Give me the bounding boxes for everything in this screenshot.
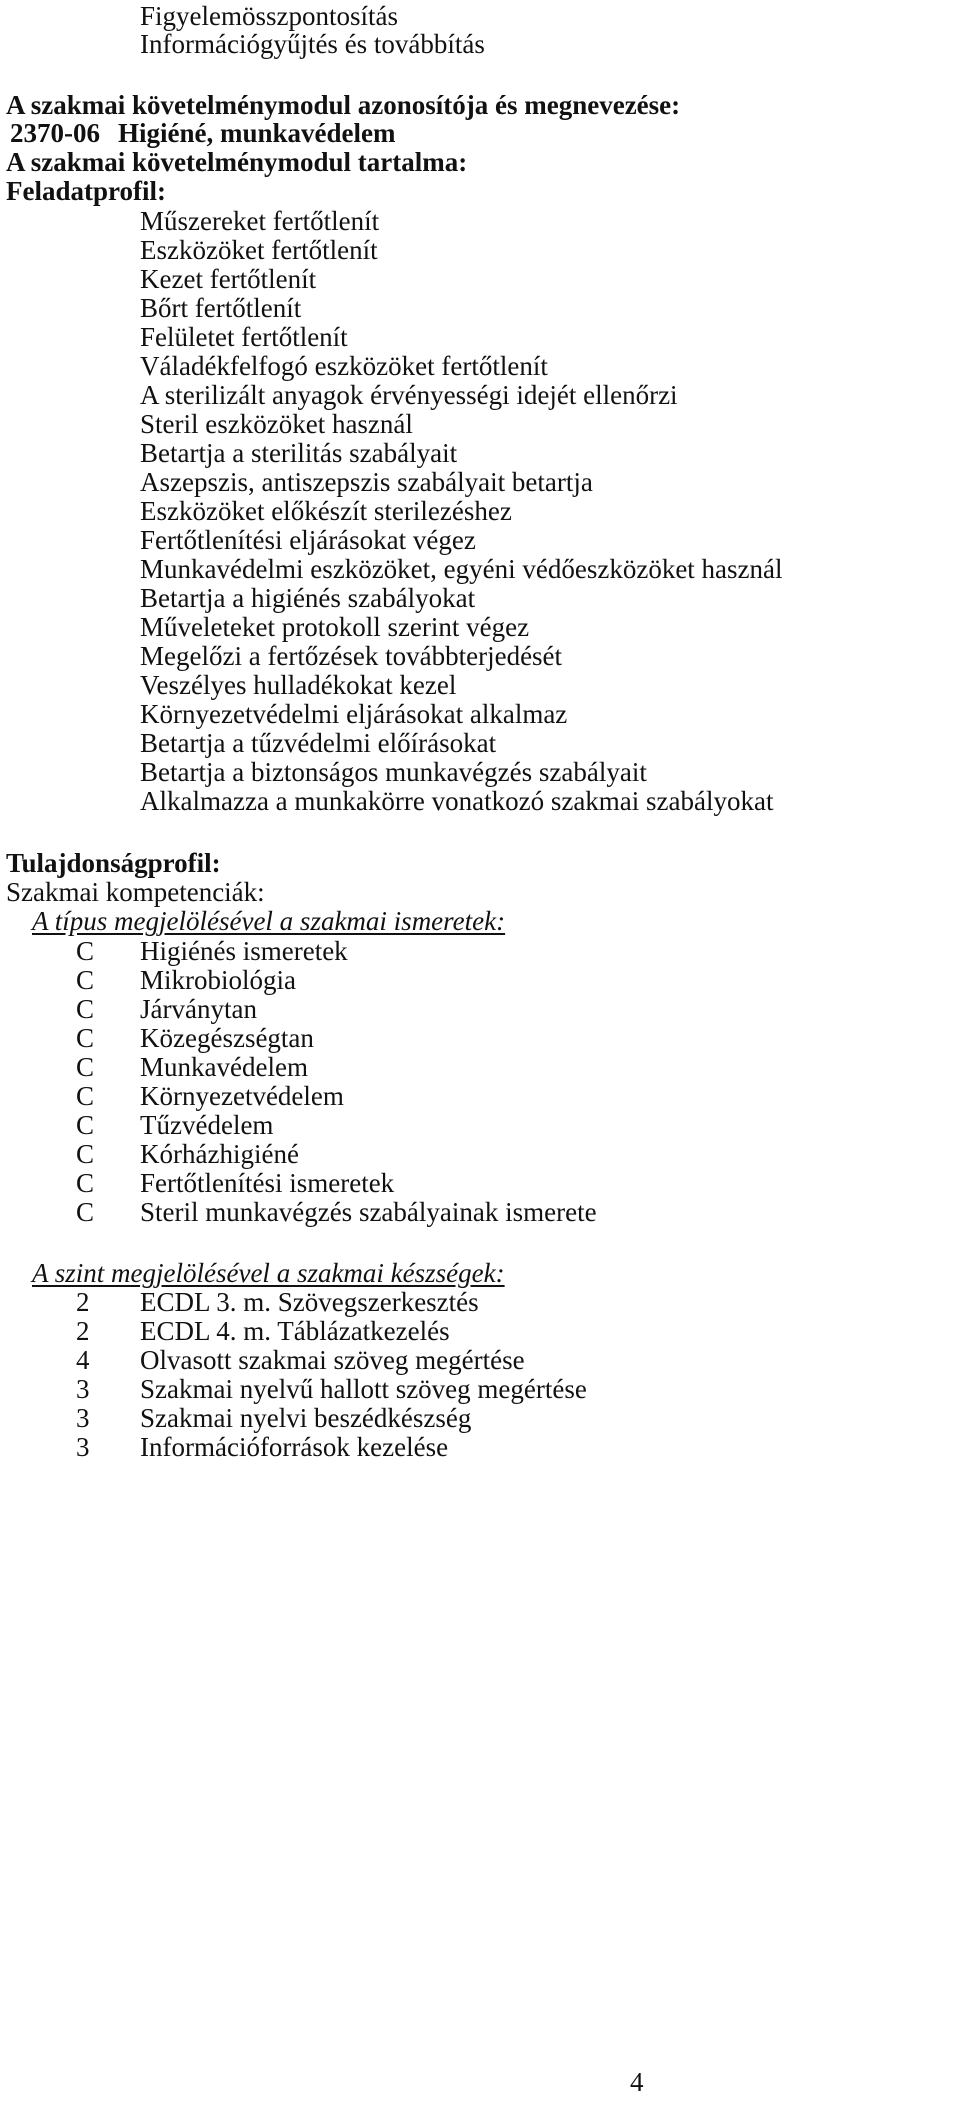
task-item: Aszepszis, antiszepszis szabályait betartja [140, 467, 593, 497]
skill-item: Olvasott szakmai szöveg megértése [140, 1345, 525, 1375]
task-item: Betartja a sterilitás szabályait [140, 438, 458, 468]
task-item: A sterilizált anyagok érvényességi idejét ellenőrzi [140, 380, 678, 410]
skill-level: 4 [76, 1345, 90, 1375]
skill-level: 3 [76, 1432, 90, 1462]
task-profile-heading: Feladatprofil: [6, 176, 166, 206]
task-item: Kezet fertőtlenít [140, 264, 317, 294]
skills-heading: A szint megjelölésével a szakmai készségek: [32, 1258, 505, 1288]
task-item: Eszközöket fertőtlenít [140, 235, 378, 265]
task-item: Fertőtlenítési eljárásokat végez [140, 525, 476, 555]
task-item: Alkalmazza a munkakörre vonatkozó szakmai szabályokat [140, 786, 774, 816]
knowledge-code: C [76, 1052, 95, 1082]
knowledge-item: Steril munkavégzés szabályainak ismerete [140, 1197, 597, 1227]
task-item: Felületet fertőtlenít [140, 322, 348, 352]
module-name: Higiéné, munkavédelem [118, 118, 396, 148]
knowledge-heading: A típus megjelölésével a szakmai ismeretek: [32, 906, 506, 936]
knowledge-item: Higiénés ismeretek [140, 936, 348, 966]
competencies-heading: Szakmai kompetenciák: [6, 877, 265, 907]
top-item: Figyelemösszpontosítás [140, 1, 398, 31]
skill-item: Szakmai nyelvi beszédkészség [140, 1403, 472, 1433]
skill-level: 3 [76, 1374, 90, 1404]
module-id: 2370-06 [10, 118, 100, 148]
task-item: Műveleteket protokoll szerint végez [140, 612, 530, 642]
module-content-heading: A szakmai követelménymodul tartalma: [6, 147, 468, 177]
task-item: Steril eszközöket használ [140, 409, 413, 439]
knowledge-code: C [76, 1081, 95, 1111]
task-item: Váladékfelfogó eszközöket fertőtlenít [140, 351, 548, 381]
module-id-heading: A szakmai követelménymodul azonosítója és megnevezése: [6, 90, 681, 120]
knowledge-code: C [76, 965, 95, 995]
knowledge-code: C [76, 1139, 95, 1169]
knowledge-item: Fertőtlenítési ismeretek [140, 1168, 395, 1198]
skill-item: ECDL 4. m. Táblázatkezelés [140, 1316, 450, 1346]
task-item: Megelőzi a fertőzések továbbterjedését [140, 641, 563, 671]
knowledge-code: C [76, 994, 95, 1024]
knowledge-code: C [76, 1110, 95, 1140]
task-item: Környezetvédelmi eljárásokat alkalmaz [140, 699, 568, 729]
knowledge-code: C [76, 1197, 95, 1227]
skill-level: 2 [76, 1287, 90, 1317]
knowledge-item: Tűzvédelem [140, 1110, 274, 1140]
task-item: Betartja a biztonságos munkavégzés szabályait [140, 757, 647, 787]
knowledge-item: Környezetvédelem [140, 1081, 344, 1111]
knowledge-item: Kórházhigiéné [140, 1139, 299, 1169]
task-item: Eszközöket előkészít sterilezéshez [140, 496, 512, 526]
task-item: Munkavédelmi eszközöket, egyéni védőeszközöket használ [140, 554, 783, 584]
skill-level: 3 [76, 1403, 90, 1433]
knowledge-item: Közegészségtan [140, 1023, 314, 1053]
page-number: 4 [630, 2067, 644, 2097]
task-item: Betartja a higiénés szabályokat [140, 583, 476, 613]
skill-item: ECDL 3. m. Szövegszerkesztés [140, 1287, 479, 1317]
skill-item: Információforrások kezelése [140, 1432, 449, 1462]
task-item: Műszereket fertőtlenít [140, 206, 380, 236]
knowledge-item: Járványtan [140, 994, 257, 1024]
skill-level: 2 [76, 1316, 90, 1346]
knowledge-item: Munkavédelem [140, 1052, 308, 1082]
top-item: Információgyűjtés és továbbítás [140, 29, 485, 59]
knowledge-code: C [76, 1168, 95, 1198]
task-item: Veszélyes hulladékokat kezel [140, 670, 457, 700]
knowledge-code: C [76, 1023, 95, 1053]
knowledge-code: C [76, 936, 95, 966]
task-item: Betartja a tűzvédelmi előírásokat [140, 728, 497, 758]
skill-item: Szakmai nyelvű hallott szöveg megértése [140, 1374, 587, 1404]
knowledge-item: Mikrobiológia [140, 965, 296, 995]
task-item: Bőrt fertőtlenít [140, 293, 302, 323]
property-profile-heading: Tulajdonságprofil: [6, 848, 221, 878]
